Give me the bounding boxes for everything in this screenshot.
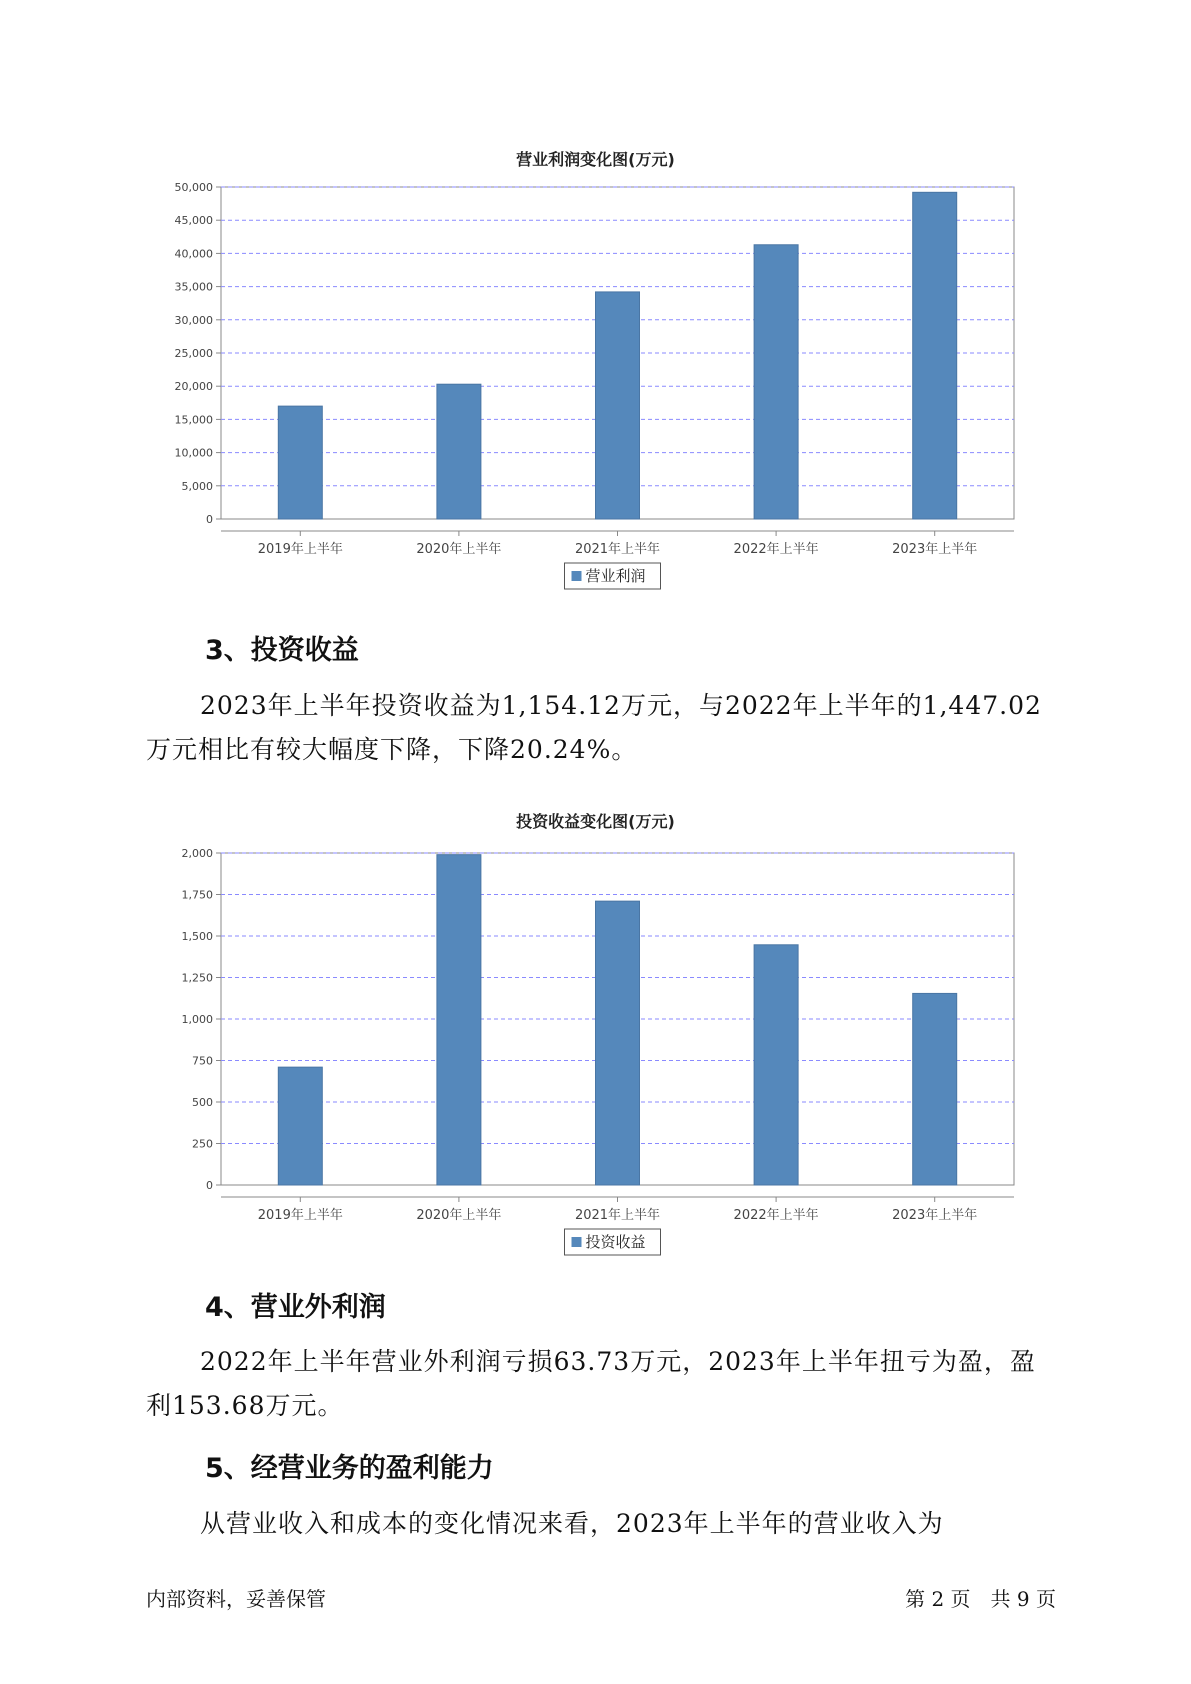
chart-2-bar-4 — [754, 945, 798, 1185]
chart-1-bar-5 — [913, 192, 957, 519]
chart-2-y-tick-label: 1,500 — [181, 930, 213, 943]
chart-2-title: 投资收益变化图(万元) — [516, 812, 675, 831]
chart-1-title: 营业利润变化图(万元) — [516, 150, 675, 169]
chart-1-x-tick-label: 2022年上半年 — [733, 542, 819, 557]
chart-1-y-tick-label: 40,000 — [174, 247, 213, 261]
chart-1-x-tick-label: 2023年上半年 — [892, 542, 978, 557]
chart-1-y-tick-label: 0 — [206, 513, 213, 526]
chart-2-investment-income — [0, 836, 1191, 1276]
section-5-paragraph — [146, 1502, 1056, 1546]
chart-2-legend-swatch — [572, 1237, 582, 1247]
chart-2-x-tick-label: 2022年上半年 — [733, 1208, 819, 1223]
chart-1-y-tick-label: 50,000 — [174, 181, 213, 194]
footer-page-number: 第 2 页 共 9 页 — [905, 1587, 1056, 1611]
section-3-heading: 3、投资收益 — [205, 635, 359, 666]
chart-1-operating-profit — [0, 170, 1191, 610]
chart-1-bar-3 — [596, 292, 640, 519]
chart-2-bar-2 — [437, 855, 481, 1185]
chart-1-y-tick-label: 15,000 — [174, 413, 213, 427]
chart-2-y-tick-label: 2,000 — [181, 847, 213, 860]
chart-2-y-tick-label: 250 — [192, 1137, 213, 1151]
chart-1-bar-4 — [754, 245, 798, 519]
footer-left: 内部资料，妥善保管 — [146, 1587, 326, 1611]
section-4-line-1: 2022年上半年营业外利润亏损63.73万元，2023年上半年扭亏为盈，盈 — [200, 1347, 1036, 1376]
section-5-line-1: 从营业收入和成本的变化情况来看，2023年上半年的营业收入为 — [200, 1509, 944, 1538]
section-3-line-1: 2023年上半年投资收益为1,154.12万元，与2022年上半年的1,447.02 — [200, 691, 1042, 720]
chart-1-y-tick-label: 35,000 — [174, 280, 213, 294]
chart-1-bar-2 — [437, 384, 481, 519]
chart-1-y-tick-label: 30,000 — [174, 313, 213, 327]
chart-1-x-tick-label: 2020年上半年 — [416, 542, 502, 557]
chart-1-x-tick-label: 2019年上半年 — [257, 542, 343, 557]
chart-2-y-tick-label: 500 — [192, 1096, 213, 1109]
chart-1-legend-label: 营业利润 — [585, 567, 646, 585]
section-4-line-2: 利153.68万元。 — [146, 1391, 344, 1420]
chart-1-y-tick-label: 25,000 — [174, 347, 213, 360]
chart-2-x-tick-label: 2023年上半年 — [892, 1208, 978, 1223]
section-4-heading: 4、营业外利润 — [205, 1292, 386, 1323]
chart-2-bar-1 — [278, 1067, 322, 1185]
chart-2-x-tick-label: 2019年上半年 — [257, 1208, 343, 1223]
chart-1-legend-swatch — [572, 571, 582, 581]
chart-2-y-tick-label: 1,250 — [181, 971, 213, 985]
chart-1-y-tick-label: 45,000 — [174, 214, 213, 228]
chart-2-legend-label: 投资收益 — [585, 1233, 646, 1251]
chart-2-y-tick-label: 1,000 — [181, 1013, 213, 1026]
section-4-paragraph — [146, 1340, 1056, 1428]
section-3-paragraph — [146, 684, 1056, 772]
chart-2-x-tick-label: 2020年上半年 — [416, 1208, 502, 1223]
chart-1-bar-1 — [278, 406, 322, 519]
chart-2-y-tick-label: 1,750 — [181, 888, 213, 902]
chart-1-y-tick-label: 10,000 — [174, 446, 213, 460]
chart-2-x-tick-label: 2021年上半年 — [574, 1208, 661, 1223]
chart-1-x-tick-label: 2021年上半年 — [574, 542, 661, 557]
section-5-heading: 5、经营业务的盈利能力 — [205, 1453, 494, 1484]
chart-2-y-tick-label: 750 — [192, 1054, 213, 1068]
chart-2-bar-3 — [596, 901, 640, 1185]
chart-2-y-tick-label: 0 — [206, 1179, 213, 1192]
chart-1-y-tick-label: 5,000 — [181, 479, 213, 493]
chart-1-y-tick-label: 20,000 — [174, 380, 213, 394]
section-3-line-2: 万元相比有较大幅度下降，下降20.24%。 — [146, 735, 638, 764]
chart-2-bar-5 — [913, 993, 957, 1185]
